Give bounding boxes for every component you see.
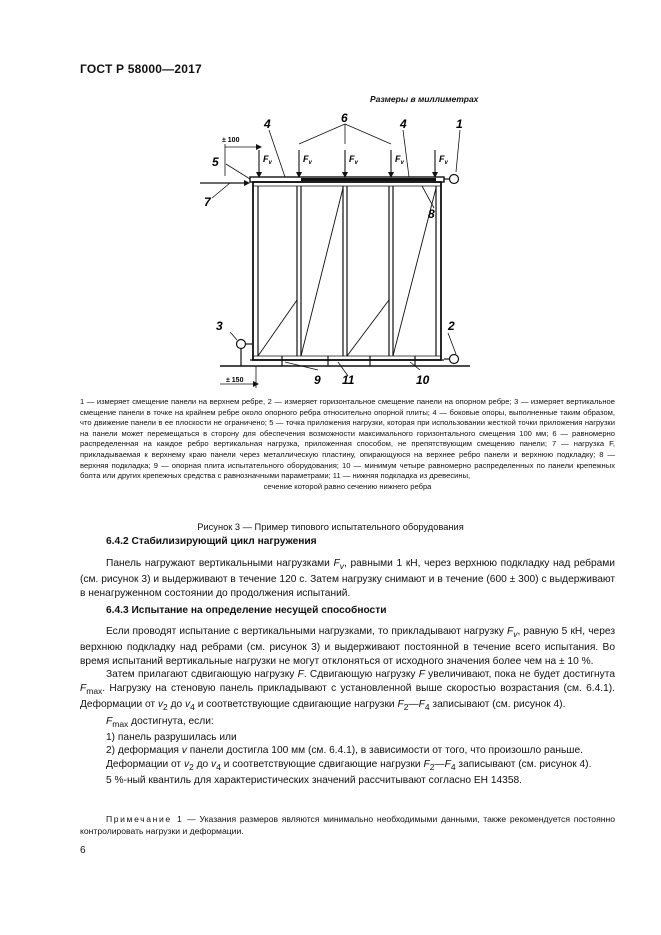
section-642-body bbox=[80, 557, 615, 600]
paragraph: Деформации от $v_2$ до $v_4$ и соответствующие сдвигающие нагрузки $F_2—F_4$ записывают (см. рисунок 4). bbox=[106, 758, 592, 772]
dim-bottom: ± 150 bbox=[226, 377, 244, 384]
label-4a: 4 bbox=[264, 117, 271, 131]
section-heading-642: 6.4.2 Стабилизирующий цикл нагружения bbox=[106, 536, 317, 547]
standard-header: ГОСТ Р 58000—2017 bbox=[80, 62, 202, 76]
fv-label-1: $F_v$ bbox=[263, 154, 272, 166]
figure-title: Рисунок 3 — Пример типового испытательного оборудования bbox=[197, 522, 464, 532]
fv-label-3: $F_v$ bbox=[349, 154, 358, 166]
fv-label-5: $F_v$ bbox=[439, 154, 448, 166]
label-7: 7 bbox=[204, 195, 211, 209]
fv-label-4: $F_v$ bbox=[395, 154, 404, 166]
fv-label-2: $F_v$ bbox=[303, 154, 312, 166]
note-label: Примечание 1 bbox=[106, 814, 184, 824]
label-9: 9 bbox=[314, 373, 321, 387]
list-item: 2) деформация v панели достигла 100 мм (см. 6.4.1), в зависимости от того, что произошло раньше. bbox=[106, 745, 583, 757]
label-11: 11 bbox=[342, 373, 355, 387]
figure-legend-text: 1 — измеряет смещение панели на верхнем ребре, 2 — измеряет горизонтальное смещение панели на опорном ребре; 3 — измеряет вертикальное смещение панели в точке на крайнем ребре около опорного ребра относительно опорной плиты; 4 — боковые опоры, выполненные таким образом, что движение панели в ее плоскости не ограничено; 5 — точка приложения нагрузки, которая при использовании жесткой точки приложения нагрузки на панели может перемещаться в сторону для обеспечения возможности максимального горизонтального смещения 100 мм; 6 — равномерно распределенная на каждое ребро вертикальная нагрузка, приложенная способом, не препятствующим смещению панели; 7 — нагрузка F, прикладываемая к верхнему краю панели через металлическую пластину, опирающуюся на верхнее ребро панели и верхнюю подкладку; 8 — верхняя подкладка; 9 — опорная плита испытательного оборудования; 10 — минимум четыре равномерно распределенных по панели крепежных болта или других крепежных средства с равнозначными параметрами; 11 — нижняя подкладка из древесины, bbox=[80, 397, 615, 481]
paragraph: $F_{max}$ достигнута, если: bbox=[106, 715, 214, 729]
label-10: 10 bbox=[416, 373, 430, 387]
figure-test-rig bbox=[190, 100, 510, 396]
label-4b: 4 bbox=[400, 117, 407, 131]
label-1: 1 bbox=[456, 117, 463, 131]
note-1 bbox=[80, 813, 615, 837]
figure-legend bbox=[80, 397, 615, 492]
paragraph: Если проводят испытание с вертикальными нагрузками, то прикладывают нагрузку $F_v$, равную 5 кН, через верхнюю подкладку над ребрами (см. рисунок 3) и выдерживают постоянной в течение всего испытания. Во время испытаний вертикальные нагрузки не могут отклоняться от исходного значения более чем на ± 10 %. bbox=[80, 626, 615, 667]
page-number: 6 bbox=[80, 845, 86, 856]
top-plate bbox=[301, 178, 436, 181]
list-item: 1) панель разрушилась или bbox=[106, 731, 237, 743]
paragraph: Затем прилагают сдвигающую нагрузку F. Сдвигающую нагрузку F увеличивают, пока не будет достигнута $F_{max}$. Нагрузку на стеновую панель прикладывают с установленной выше скоростью возрастания (см. 6.4.1). Деформации от $v_2$ до $v_4$ и соответствующие сдвигающие нагрузки $F_2—F_4$ записывают (см. рисунок 4). bbox=[80, 669, 615, 713]
figure-legend-last-line: сечение которой равно сечению нижнего ребра bbox=[263, 481, 432, 491]
section-643-body bbox=[80, 625, 615, 788]
label-3: 3 bbox=[216, 319, 223, 333]
label-6: 6 bbox=[341, 111, 348, 125]
section-heading-643: 6.4.3 Испытание на определение несущей способности bbox=[106, 605, 387, 616]
paragraph: 5 %-ный квантиль для характеристических значений рассчитывают согласно ЕН 14358. bbox=[106, 775, 522, 787]
paragraph: Панель нагружают вертикальными нагрузками $F_v$, равными 1 кН, через верхнюю подкладку над ребрами (см. рисунок 3) и выдерживают в течение 120 с. Затем нагрузку снимают и в течение (600 ± 300) с выдерживают в ненагруженном состоянии до продолжения испытаний. bbox=[80, 558, 615, 599]
dim-top: ± 100 bbox=[222, 137, 240, 144]
units-note: Размеры в миллиметрах bbox=[370, 94, 479, 104]
label-8: 8 bbox=[428, 207, 435, 221]
note-text: — Указания размеров являются минимально необходимыми данными, также рекомендуется постоянно контролировать нагрузки и деформации. bbox=[80, 814, 616, 836]
label-5: 5 bbox=[212, 155, 219, 169]
label-2: 2 bbox=[448, 319, 455, 333]
